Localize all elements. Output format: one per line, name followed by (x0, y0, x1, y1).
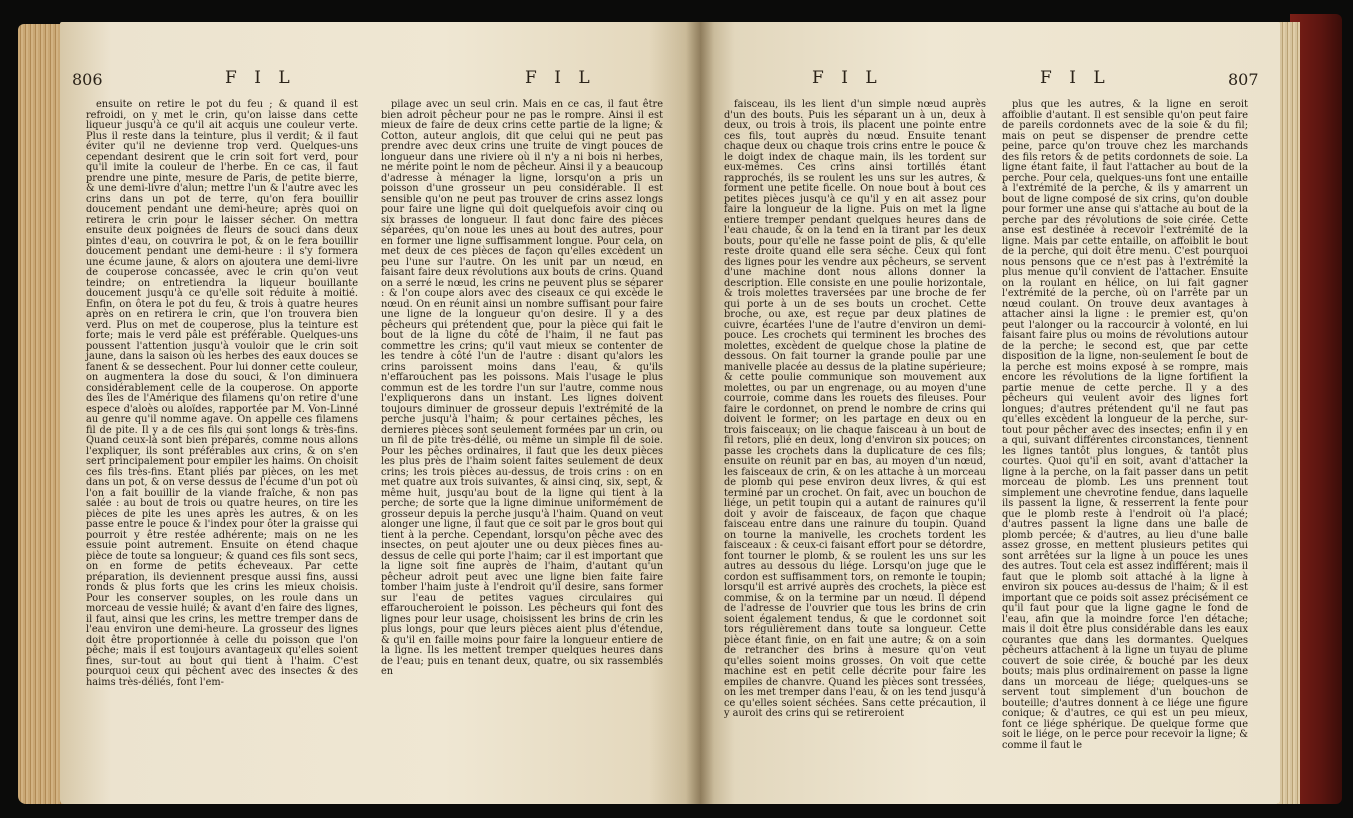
right-column-1 (724, 100, 986, 720)
running-head-right-1: F I L (812, 68, 883, 88)
text-block: pilage avec un seul crin. Mais en ce cas, il faut être bien adroit pêcheur pour ne pas le rompre. Ainsi il est mieux de faire de deux crins cette partie de la ligne; & Cotton, auteur anglois, dit que celui qui ne peut pas prendre avec deux crins une truite de vingt pouces de longueur dans une riviere où il n'y a ni bois ni herbes, ne mérite point le nom de pêcheur. Ainsi il y a beaucoup d'adresse à ménager la ligne, lorsqu'on a pris un poisson d'une grosseur un peu considérable. Il est sensible qu'on ne peut pas trouver de crins assez longs pour faire une ligne qui doit quelquefois avoir cinq ou six brasses de longueur. Il faut donc faire des pièces séparées, qu'on noue les unes au bout des autres, pour en former une ligne suffisamment longue. Pour cela, on met deux de ces pièces de façon qu'elles excèdent un peu l'une sur l'autre. On les unit par un nœud, en faisant faire deux révolutions aux bouts de crins. Quand on a serré le nœud, les crins ne peuvent plus se séparer : & l'on coupe alors avec des ciseaux ce qui excède le nœud. On en réunit ainsi un nombre suffisant pour faire une ligne de la longueur qu'on desire. Il y a des pêcheurs qui prétendent que, pour la pièce qui fait le bout de la ligne du côté de l'haim, il ne faut pas commettre les crins; qu'il vaut mieux se contenter de les tendre à côté l'un de l'autre : disant qu'alors les crins paroissent moins dans l'eau, & qu'ils n'effarouchent pas les poissons. Mais l'usage le plus commun est de les tordre l'un sur l'autre, comme nous l'expliquerons dans un instant. Les lignes doivent toujours diminuer de grosseur depuis l'extrémité de la perche jusqu'à l'haim; & pour certaines pêches, les dernieres pièces sont seulement formées par un crin, ou un fil de pite très-délié, ou même un simple fil de soie. Pour les pêches ordinaires, il faut que les deux pièces les plus près de l'haim soient faites seulement de deux crins; les trois pièces au-dessus, de trois crins : on en met quatre aux trois suivantes, & ainsi cinq, six, sept, & même huit, jusqu'au bout de la ligne qui tient à la perche; de sorte que la ligne diminue uniformément de grosseur depuis la perche jusqu'à l'haim. Quand on veut alonger une ligne, il faut que ce soit par le gros bout qui tient à la perche. Cependant, lorsqu'on pêche avec des insectes, on peut ajouter une ou deux pièces fines au-dessus de celle qui porte l'haim; car il est important que la ligne soit fine auprès de l'haim, d'autant qu'un pêcheur adroit peut avec une ligne bien faite faire tomber l'haim juste à l'endroit qu'il desire, sans former sur l'eau de petites vagues circulaires qui effaroucheroient le poisson. Les pêcheurs qui font des lignes pour leur usage, choisissent les brins de crin les plus longs, pour que leurs pièces aient plus d'étendue, & qu'il en faille moins pour faire la longueur entiere de la ligne. Ils les mettent tremper quelques heures dans de l'eau; puis en tenant deux, quatre, ou six rassemblés en (381, 99, 663, 677)
running-head-left-1: F I L (225, 68, 296, 88)
right-column-2 (1002, 100, 1248, 751)
text-block: faisceau, ils les lient d'un simple nœud auprès d'un des bouts. Puis les séparant un à un, deux à deux, ou trois à trois, ils placent une pointe entre ces fils, tout auprès du nœud. Ensuite tenant chaque deux ou chaque trois crins entre le pouce & le doigt index de chaque main, ils les tordent sur eux-mêmes. Ces crins ainsi tortillés étant rapprochés, ils se roulent les uns sur les autres, & forment une petite ficelle. On noue bout à bout ces petites pièces jusqu'à ce qu'il y en ait assez pour faire la longueur de la ligne. Puis on met la ligne entiere tremper pendant quelques heures dans de l'eau chaude, & on la tend en la tirant par les deux bouts, pour qu'elle ne fasse point de plis, & qu'elle reste droite quand elle sera séche. Ceux qui font des lignes pour les vendre aux pêcheurs, se servent d'une machine dont nous allons donner la description. Elle consiste en une poulie horizontale, & trois molettes traversées par une broche de fer qui porte à un de ses bouts un crochet. Cette broche, ou axe, est reçue par deux platines de cuivre, écartées l'une de l'autre d'environ un demi-pouce. Les crochets qui terminent les broches des molettes, excèdent de quelque chose la platine de dessous. On fait tourner la grande poulie par une manivelle placée au dessus de la platine supérieure; & cette poulie communique son mouvement aux molettes, ou par un engrenage, ou au moyen d'une courroie, comme dans les rouets des fileuses. Pour faire le cordonnet, on prend le nombre de crins qui doivent le former; on les partage en deux ou en trois faisceaux; on lie chaque faisceau à un bout de fil retors, plié en deux, long d'environ six pouces; on passe les crochets dans la duplicature de ces fils; ensuite on réunit par en bas, au moyen d'un nœud, les faisceaux de crin, & on les attache à un morceau de plomb qui pese environ deux livres, & qui est terminé par un crochet. On fait, avec un bouchon de liége, un petit toupin qui a autant de rainures qu'il doit y avoir de faisceaux, de façon que chaque faisceau entre dans une rainure du toupin. Quand on tourne la manivelle, les crochets tordent les faisceaux : & ceux-ci faisant effort pour se détordre, font tourner le plomb, & se roulent les uns sur les autres au dessous du liége. Lorsqu'on juge que le cordon est suffisamment tors, on remonte le toupin; lorsqu'il est arrivé auprès des crochets, la pièce est commise, & on la termine par un nœud. Il dépend de l'adresse de l'ouvrier que tous les brins de crin soient également tendus, & que le cordonnet soit tors régulièrement dans toute sa longueur. Cette pièce étant finie, on en fait une autre; & on a soin de retrancher des brins à mesure qu'on veut qu'elles soient moins grosses. On voit que cette machine est en petit celle décrite pour faire les empiles de chanvre. Quand les pièces sont tressées, on les met tremper dans l'eau, & on les tend jusqu'à ce qu'elles soient séchées. Sans cette précaution, il y auroit des crins qui se retireroient (724, 99, 986, 719)
text-block: ensuite on retire le pot du feu ; & quand il est refroidi, on y met le crin, qu'on laisse dans cette liqueur jusqu'à ce qu'il ait acquis une couleur verte. Plus il reste dans la teinture, plus il verdit; & il faut éviter qu'il ne devienne trop verd. Quelques-uns cependant desirent que le crin soit fort verd, pour qu'il imite la couleur de l'herbe. En ce cas, il faut prendre une pinte, mesure de Paris, de petite bierre, & une demi-livre d'alun; mettre l'un & l'autre avec les crins dans un pot de terre, qu'on fera bouillir doucement pendant une demi-heure; après quoi on retirera le crin pour le laisser sécher. On mettra ensuite deux poignées de fleurs de souci dans deux pintes d'eau, on couvrira le pot, & on le fera bouillir doucement pendant une demi-heure : il s'y formera une écume jaune, & alors on ajoutera une demi-livre de couperose concassée, avec le crin qu'on veut teindre; on entretiendra la liqueur bouillante doucement jusqu'à ce qu'elle soit réduite à moitié. Enfin, on ôtera le pot du feu, & trois à quatre heures après on en retirera le crin, que l'on trouvera bien verd. Plus on met de couperose, plus la teinture est forte; mais le verd pâle est préférable. Quelques-uns poussent l'attention jusqu'à vouloir que le crin soit jaune, dans la saison où les herbes des eaux douces se fanent & se dessechent. Pour lui donner cette couleur, on augmentera la dose du souci, & l'on diminuera considérablement celle de la couperose. On apporte des îles de l'Amérique des filamens qu'on retire d'une espece d'aloès ou aloïdes, rapportée par M. Von-Linné au genre qu'il nomme agave. On appelle ces filamens fil de pite. Il y a de ces fils qui sont longs & très-fins. Quand ceux-là sont bien préparés, comme nous allons l'expliquer, ils sont préférables aux crins, & on s'en sert principalement pour empiler les haims. On choisit ces fils très-fins. Etant pliés par pièces, on les met dans un pot, & on verse dessus de l'écume d'un pot où l'on a fait bouillir de la viande fraîche, & non pas salée : au bout de trois ou quatre heures, on tire les pièces de pite les unes après les autres, & on les passe entre le pouce & l'index pour ôter la graisse qui pourroit y être restée adhérente; mais on ne les essuie point autrement. Ensuite on étend chaque pièce de toute sa longueur; & quand ces fils sont secs, on en forme de petits écheveaux. Par cette préparation, ils deviennent presque aussi fins, aussi ronds & plus forts que les crins les mieux choisis. Pour les conserver souples, on les roule dans un morceau de vessie huilé; & avant d'en faire des lignes, il faut, ainsi que les crins, les mettre tremper dans de l'eau environ une demi-heure. La grosseur des lignes doit être proportionnée à celle du poisson que l'on pêche; mais il est toujours avantageux qu'elles soient fines, sur-tout au bout qui tient à l'haim. C'est pourquoi ceux qui pêchent avec des insectes & des haims très-déliés, font l'em- (86, 99, 358, 688)
running-head-left-2: F I L (525, 68, 596, 88)
page-number-left: 806 (72, 70, 103, 89)
left-column-1 (86, 100, 358, 688)
left-page (60, 22, 700, 804)
text-block: plus que les autres, & la ligne en seroit affoiblie d'autant. Il est sensible qu'on peut faire de pareils cordonnets avec de la soie & du fil; mais on peut se dispenser de prendre cette peine, parce qu'on trouve chez les marchands des fils retors & de petits cordonnets de soie. La ligne étant faite, il faut l'attacher au bout de la perche. Pour cela, quelques-uns font une entaille à l'extrémité de la perche, & ils y amarrent un bout de ligne composé de six crins, qu'on double pour former une anse qui s'attache au bout de la perche par des révolutions de soie cirée. Cette anse est destinée à recevoir l'extrémité de la ligne. Mais par cette entaille, on affoiblit le bout de la perche, qui doit être menu. C'est pourquoi nous pensons que ce n'est pas à l'extrémité la plus menue qu'il convient de l'attacher. Ensuite on la roulant en hélice, on lui fait gagner l'extrémité de la perche, où on l'arrête par un nœud coulant. On trouve deux avantages à attacher ainsi la ligne : le premier est, qu'on peut l'alonger ou la raccourcir à volonté, en lui faisant faire plus ou moins de révolutions autour de la perche; le second est, que par cette disposition de la ligne, non-seulement le bout de la perche est moins exposé à se rompre, mais encore les révolutions de la ligne fortifient la partie menue de cette perche. Il y a des pêcheurs qui veulent avoir des lignes fort longues; d'autres prétendent qu'il ne faut pas qu'elles excèdent la longueur de la perche, sur-tout pour pêcher avec des insectes; enfin il y en a qui, suivant différentes circonstances, tiennent les lignes tantôt plus longues, & tantôt plus courtes. Quoi qu'il en soit, avant d'attacher la ligne à la perche, on la fait passer dans un petit morceau de plomb. Les uns prennent tout simplement une chevrotine fendue, dans laquelle ils passent la ligne, & resserrent la fente pour que le plomb reste à l'endroit où l'a placé; d'autres passent la ligne dans une balle de plomb percée; & d'autres, au lieu d'une balle assez grosse, en mettent plusieurs petites qui sont arrêtées sur la ligne à un pouce les unes des autres. Tout cela est assez indifférent; mais il faut que le plomb soit attaché à la ligne à environ six pouces au-dessus de l'haim; & il est important que ce poids soit assez précisément ce qu'il faut pour que la ligne gagne le fond de l'eau, afin que la moindre force l'en détache; mais il doit être plus considérable dans les eaux courantes que dans les dormantes. Quelques pêcheurs attachent à la ligne un tuyau de plume couvert de soie cirée, & bouché par les deux bouts; mais plus ordinairement on passe la ligne dans un morceau de liége; quelques-uns se servent tout simplement d'un bouchon de bouteille; d'autres donnent à ce liége une figure conique; & d'autres, ce qui est un peu mieux, font ce liége sphérique. De quelque forme que soit le liége, on le perce pour recevoir la ligne; & comme il faut le (1002, 99, 1248, 751)
page-number-right: 807 (1228, 70, 1259, 89)
book-gutter (686, 22, 714, 804)
running-head-right-2: F I L (1040, 68, 1111, 88)
left-column-2 (381, 100, 663, 678)
right-page (700, 22, 1280, 804)
